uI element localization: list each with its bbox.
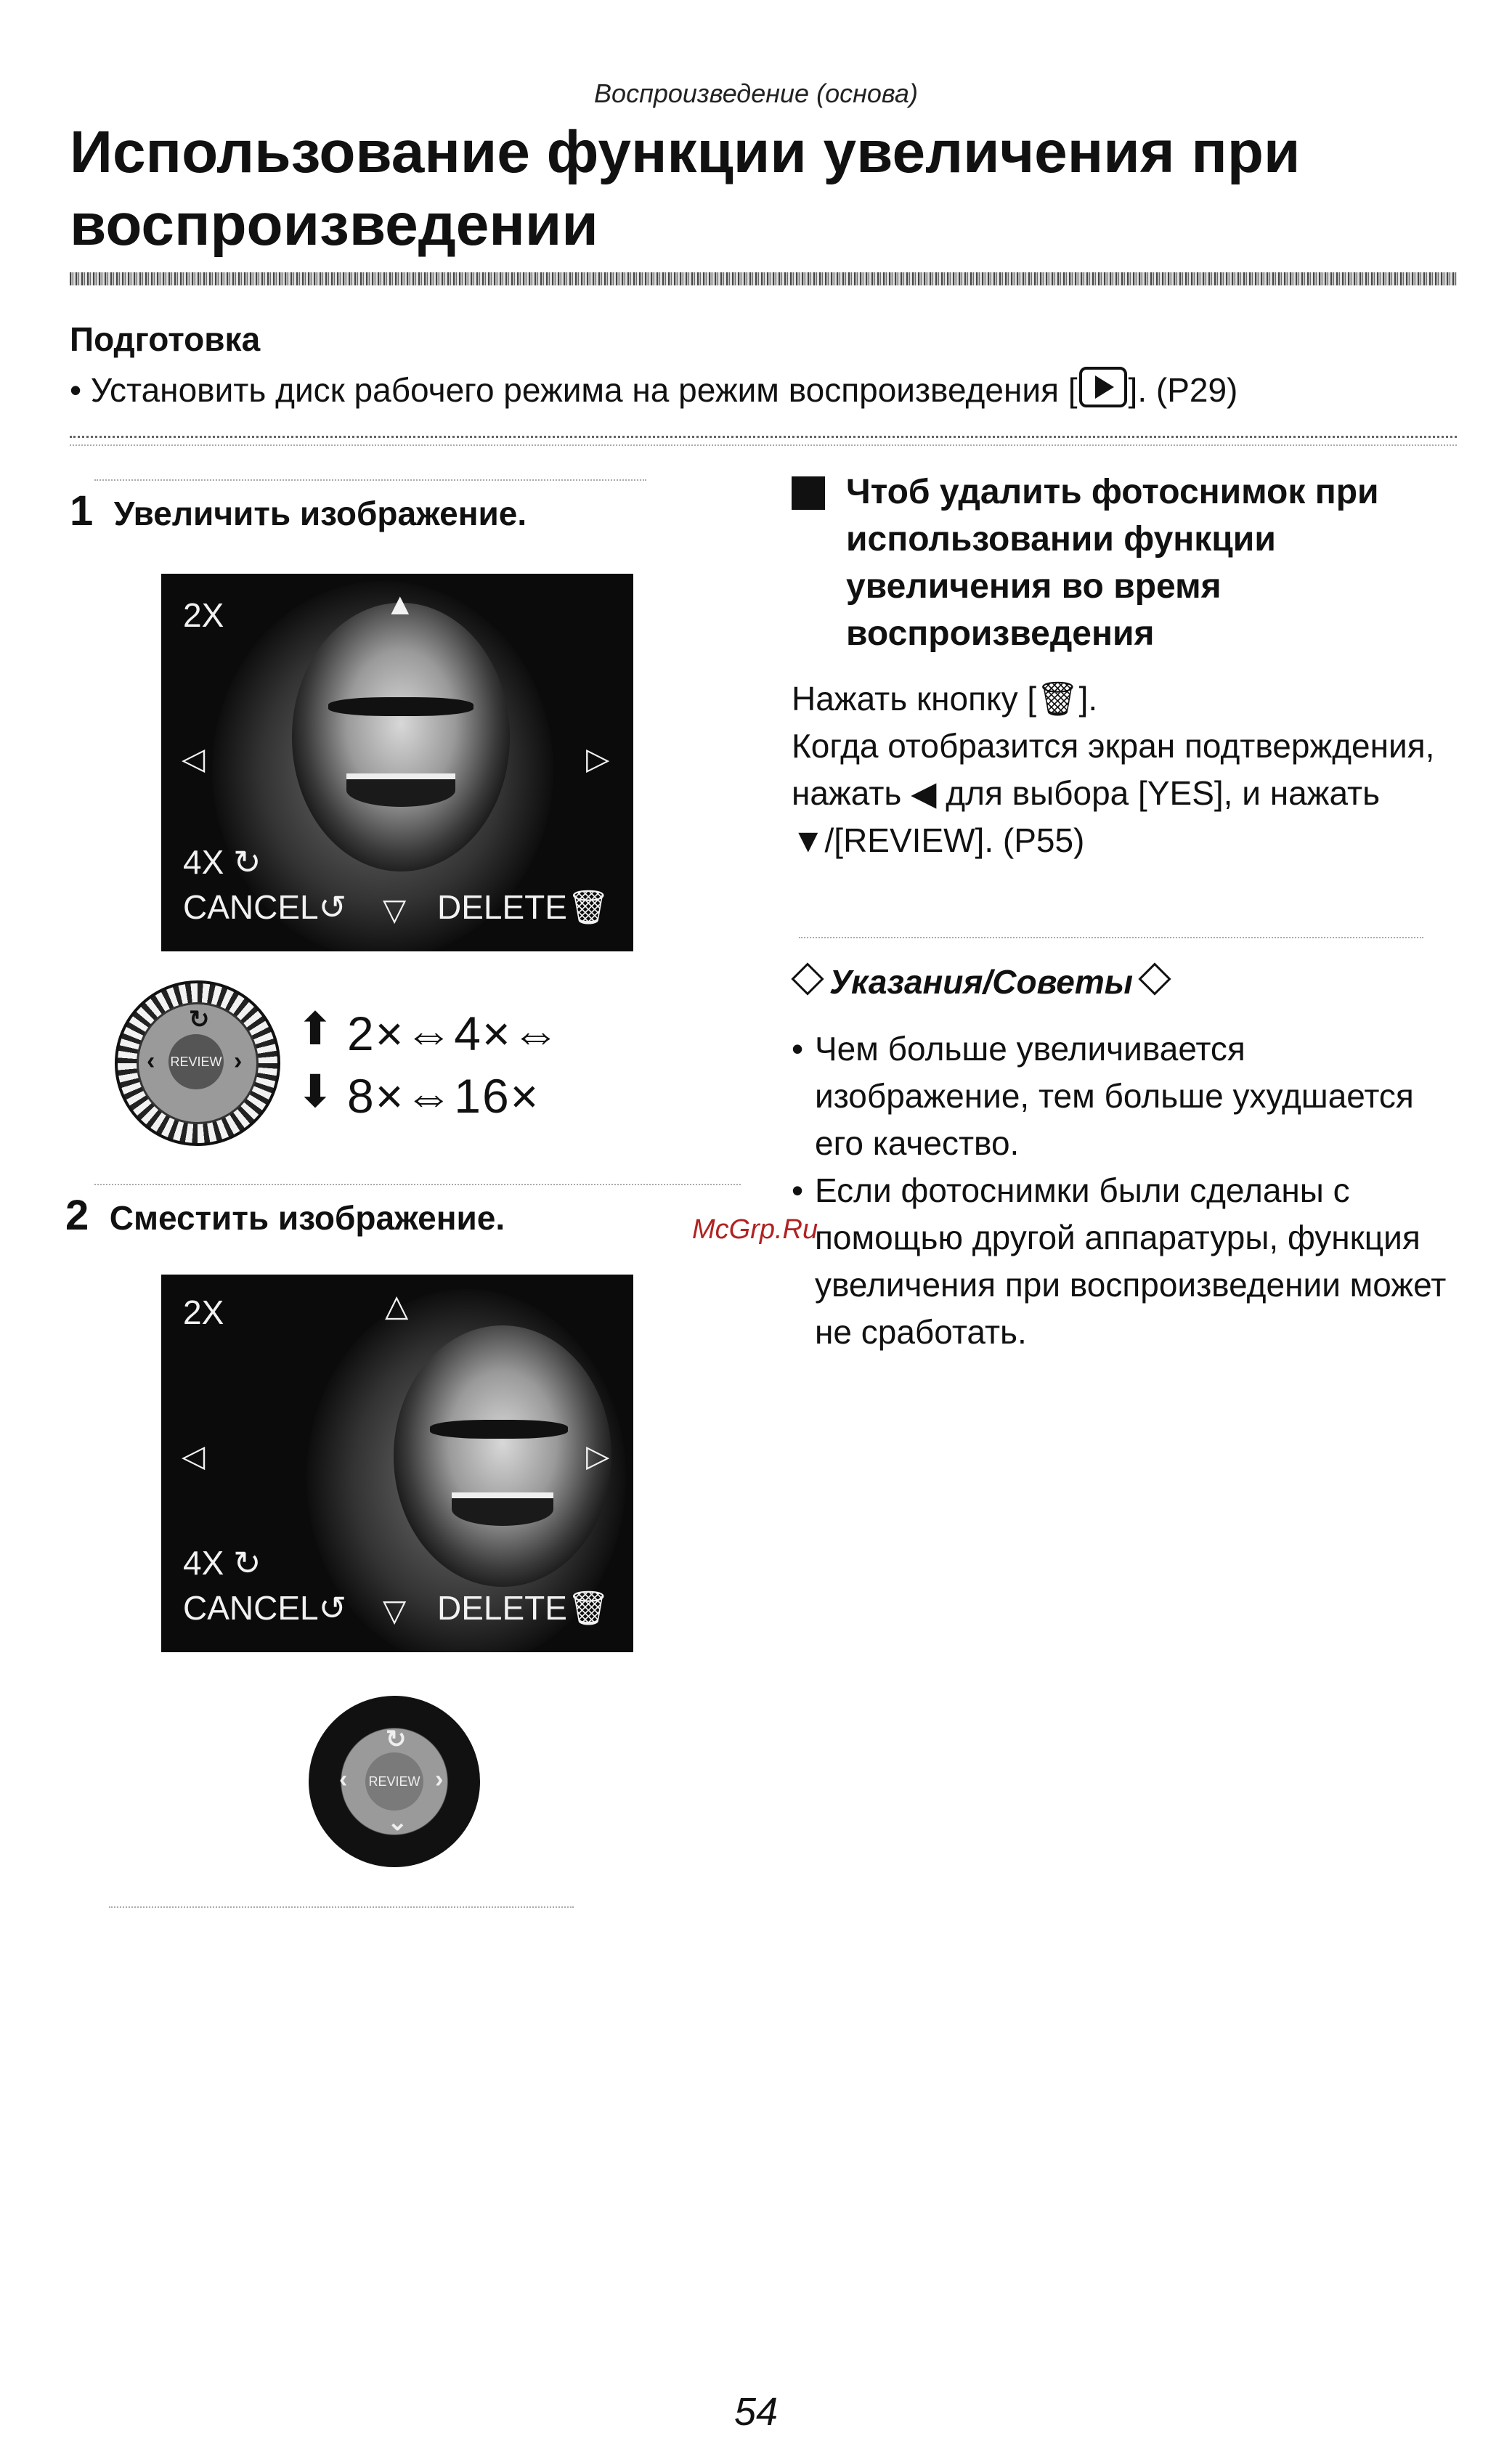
cancel-label: CANCEL↺ — [183, 1589, 347, 1627]
watermark: McGrp.Ru — [692, 1214, 818, 1245]
page-title-line1: Использование функции увеличения при — [70, 119, 1301, 185]
rotate-icon: ↻ — [233, 1544, 261, 1582]
review-button[interactable]: REVIEW — [365, 1752, 423, 1811]
next-zoom-label: 4X ↻ — [183, 1544, 261, 1582]
chevron-right-icon: › — [234, 1047, 243, 1075]
camera-screen-zoom — [161, 574, 633, 951]
list-item: • Чем больше увеличивается изображение, тем больше ухудшается его качество. — [792, 1030, 1414, 1162]
zoom-sequence-line1: 2×⇔4×⇔ — [347, 1007, 561, 1060]
arrow-up-icon: △ — [385, 1288, 409, 1322]
zoom-sequence — [347, 1002, 561, 1127]
chevron-down-icon: ⌄ — [387, 1808, 408, 1836]
arrow-down-icon: ▽ — [383, 1593, 407, 1628]
chevron-left-icon: ‹ — [339, 1766, 348, 1793]
divider — [109, 1906, 574, 1908]
zoom-direction-icon: ⬆ ⬇ — [296, 1004, 334, 1117]
camera-screen-pan — [161, 1275, 633, 1652]
step-divider — [94, 479, 646, 481]
chevron-left-icon: ‹ — [147, 1047, 155, 1075]
diamond-icon — [791, 962, 824, 995]
play-mode-icon — [1079, 367, 1127, 407]
arrow-left-icon: ◁ — [182, 1439, 206, 1473]
divider — [799, 937, 1423, 938]
tips-heading: Указания/Советы — [792, 962, 1176, 1001]
rotate-up-icon: ↻ — [189, 1006, 210, 1033]
section-square-icon — [792, 476, 825, 510]
step1-title: Увеличить изображение. — [113, 495, 527, 532]
diamond-icon — [1138, 962, 1171, 995]
zoom-level-label: 2X — [183, 596, 224, 634]
page-title — [70, 116, 1450, 261]
preparation-item — [70, 367, 1237, 410]
delete-label: DELETE🗑 — [437, 1589, 610, 1627]
arrow-down-icon: ▽ — [383, 893, 407, 927]
review-button[interactable]: REVIEW — [168, 1034, 224, 1089]
rotate-back-icon: ↺ — [318, 1589, 347, 1627]
arrow-left-icon: ◁ — [182, 741, 206, 776]
delete-heading: Чтоб удалить фотоснимок при использовании функции увеличения во время воспроизведения — [846, 473, 1379, 653]
preparation-heading: Подготовка — [70, 320, 261, 358]
rotate-up-icon: ↻ — [386, 1726, 407, 1753]
step-divider — [94, 1184, 741, 1185]
section-header: Воспроизведение (основа) — [594, 78, 918, 108]
delete-label: DELETE🗑 — [437, 888, 610, 926]
title-underline — [70, 272, 1457, 285]
divider — [70, 444, 1457, 446]
zoom-level-label: 2X — [183, 1293, 224, 1331]
preparation-ref: ]. (P29) — [1128, 371, 1238, 409]
next-zoom-label: 4X ↻ — [183, 843, 261, 881]
divider — [70, 436, 1457, 438]
page-title-line2: воспроизведении — [70, 192, 598, 258]
step1-number: 1 — [70, 487, 94, 535]
control-dial-cross[interactable] — [309, 1696, 480, 1867]
tips-list — [792, 1025, 1460, 1356]
step2-number: 2 — [65, 1192, 89, 1239]
step1-heading — [70, 487, 527, 535]
arrow-right-icon: ▷ — [586, 741, 610, 776]
zoom-sequence-line2: 8×⇔16× — [347, 1069, 540, 1123]
delete-instructions — [792, 675, 1467, 864]
trash-icon: 🗑 — [566, 1589, 610, 1627]
step2-heading — [65, 1191, 505, 1240]
arrow-up-icon: ▲ — [385, 587, 415, 621]
delete-line2: Когда отобразится экран подтверждения, нажать ◀ для выбора [YES], и нажать ▼/[REVIEW]. (P55) — [792, 727, 1435, 859]
list-item: • Если фотоснимки были сделаны с помощью другой аппаратуры, функция увеличения при воспроизведении может не сработать. — [792, 1171, 1447, 1351]
arrow-right-icon: ▷ — [586, 1439, 610, 1473]
rotate-icon: ↻ — [233, 843, 261, 881]
page-number: 54 — [733, 2390, 779, 2434]
preparation-text: • Установить диск рабочего режима на режим воспроизведения [ — [70, 371, 1078, 409]
step2-title: Сместить изображение. — [109, 1199, 505, 1237]
rotate-back-icon: ↺ — [318, 888, 347, 926]
chevron-right-icon: › — [435, 1766, 444, 1793]
control-dial[interactable] — [115, 980, 280, 1146]
cancel-label: CANCEL↺ — [183, 888, 347, 926]
delete-line1: Нажать кнопку [🗑]. — [792, 680, 1098, 718]
trash-icon: 🗑 — [566, 888, 610, 926]
